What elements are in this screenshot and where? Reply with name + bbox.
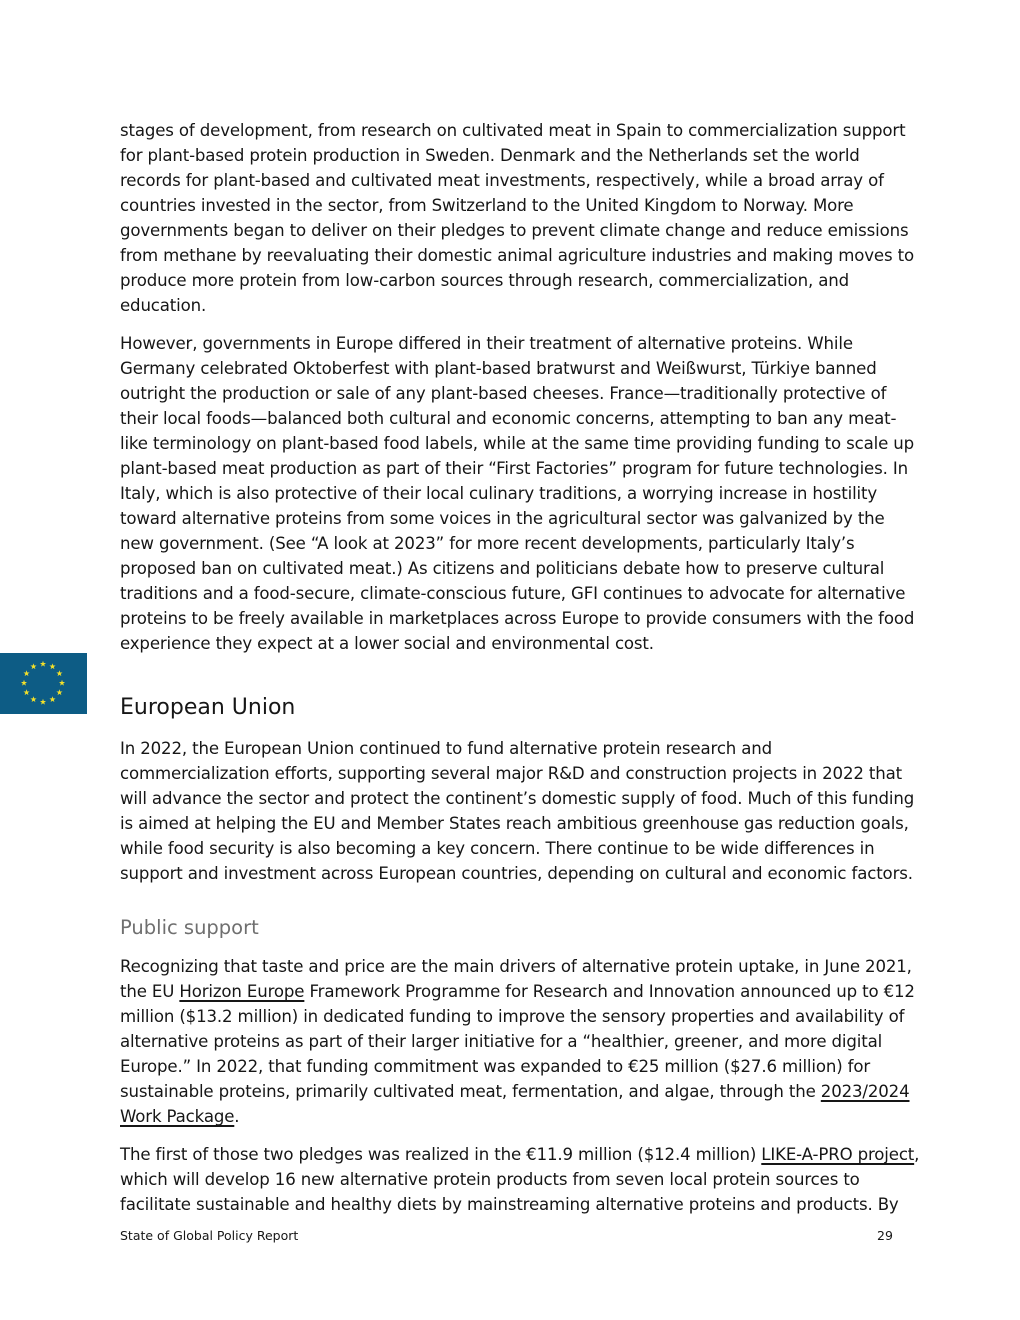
- star-icon: [56, 670, 62, 676]
- intro-paragraph-1: stages of development, from research on cultivated meat in Spain to commercialization support for plant-based protein production in Sweden. Denmark and the Netherlands set the world records for plant-based and cultivated meat investments, respectively, while a broad array of countries invested in the sector, from Switzerland to the United Kingdom to Norway. More governments began to deliver on their pledges to prevent climate change and reduce emissions from methane by reevaluating their domestic animal agriculture industries and making moves to produce more protein from low-carbon sources through research, commercialization, and education.: [120, 121, 914, 315]
- like-a-pro-link[interactable]: LIKE-A-PRO project: [761, 1145, 915, 1164]
- public-support-paragraph-2: [120, 1142, 920, 1217]
- eu-paragraph-1: In 2022, the European Union continued to fund alternative protein research and commercialization efforts, supporting several major R&D and construction projects in 2022 that will advance the sector and protect the continent’s domestic supply of food. Much of this funding is aimed at helping the EU and Member States reach ambitious greenhouse gas reduction goals, while food security is also becoming a key concern. There continue to be wide differences in support and investment across European countries, depending on cultural and economic factors.: [120, 739, 915, 883]
- star-icon: [21, 680, 27, 686]
- star-icon: [40, 661, 46, 667]
- footer-page-number: 29: [877, 1228, 893, 1243]
- intro-paragraph-2: However, governments in Europe differed in their treatment of alternative proteins. While Germany celebrated Oktoberfest with plant-based bratwurst and Weißwurst, Türkiye banned outright the production or sale of any plant-based cheeses. France—traditionally protective of their local foods—balanced both cultural and economic concerns, attempting to ban any meat-like terminology on plant-based food labels, while at the same time providing funding to scale up plant-based meat production as part of their “First Factories” program for future technologies. In Italy, which is also protective of their local culinary traditions, a worrying increase in hostility toward alternative proteins from some voices in the agricultural sector was galvanized by the new government. (See “A look at 2023” for more recent developments, particularly Italy’s proposed ban on cultivated meat.) As citizens and politicians debate how to preserve cultural traditions and a food-secure, climate-conscious future, GFI continues to advocate for alternative proteins to be freely available in marketplaces across Europe to provide consumers with the food experience they expect at a lower social and environmental cost.: [120, 334, 915, 653]
- work-package-link[interactable]: 2023/2024 Work Package: [120, 1082, 910, 1126]
- star-icon: [59, 680, 65, 686]
- star-icon: [49, 663, 55, 669]
- star-icon: [40, 699, 46, 705]
- text: Recognizing that taste and price are the main drivers of alternative protein uptake, in June 2021, the EU: [120, 957, 912, 1001]
- star-icon: [49, 696, 55, 702]
- eu-flag-stars-icon: [0, 653, 87, 714]
- star-icon: [30, 663, 36, 669]
- text: The first of those two pledges was realized in the €11.9 million ($12.4 million): [120, 1145, 762, 1164]
- star-icon: [24, 689, 30, 695]
- subsection-title-public-support: Public support: [120, 916, 259, 939]
- footer-report-title: State of Global Policy Report: [120, 1228, 299, 1243]
- star-icon: [30, 696, 36, 702]
- text: , which will develop 16 new alternative protein products from seven local protein sources to facilitate sustainable and healthy diets by mainstreaming alternative proteins and products. By: [120, 1145, 920, 1214]
- star-icon: [24, 670, 30, 676]
- section-title-european-union: European Union: [120, 695, 296, 720]
- horizon-europe-link[interactable]: Horizon Europe: [179, 982, 305, 1001]
- page-content: [120, 118, 920, 1217]
- eu-flag-icon: [0, 653, 87, 714]
- public-support-paragraph-1: [120, 954, 920, 1129]
- text: Framework Programme for Research and Innovation announced up to €12 million ($13.2 million) in dedicated funding to improve the sensory properties and availability of alternative proteins as part of their larger initiative for a “healthier, greener, and more digital Europe.” In 2022, that funding commitment was expanded to €25 million ($27.6 million) for sustainable proteins, primarily cultivated meat, fermentation, and algae, through the: [120, 982, 915, 1101]
- star-icon: [56, 689, 62, 695]
- text: .: [234, 1107, 240, 1126]
